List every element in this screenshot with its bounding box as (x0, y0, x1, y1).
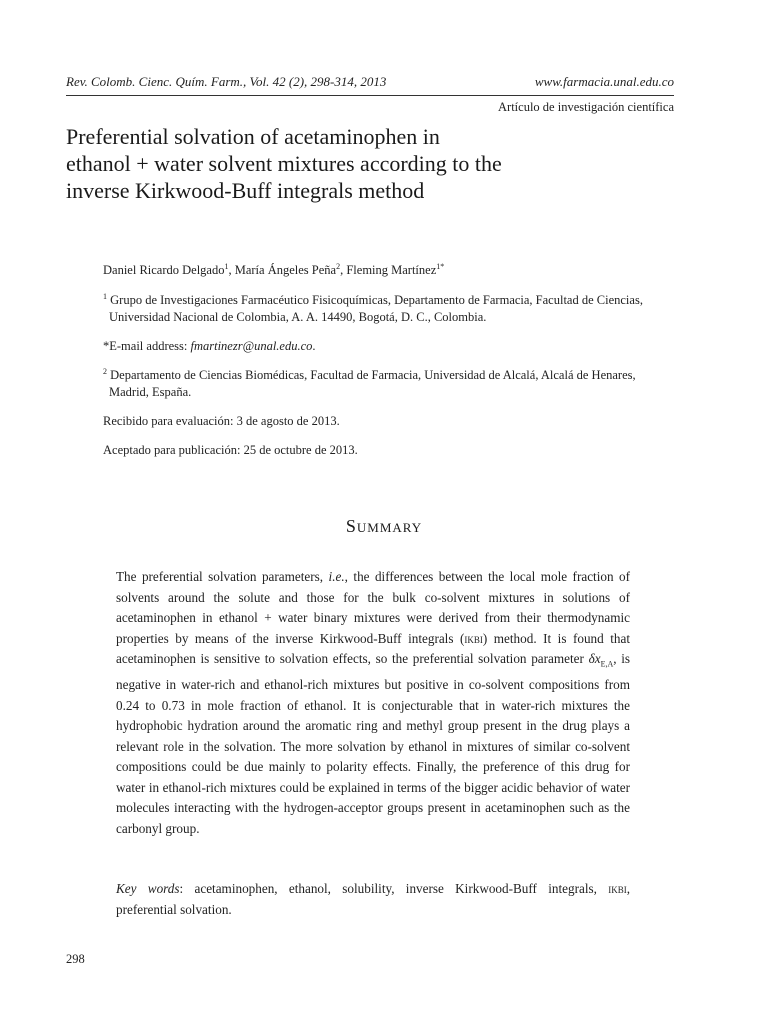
email-label: *E-mail address: (103, 339, 191, 353)
summary-part-1: The preferential solvation parameters, (116, 569, 329, 584)
running-header (66, 74, 674, 90)
email-line (103, 338, 648, 355)
author-3: , Fleming Martínez (340, 263, 437, 277)
journal-citation: Rev. Colomb. Cienc. Quím. Farm., Vol. 42 (2), 298-314, 2013 (66, 74, 387, 89)
summary-ie: i.e. (328, 569, 345, 584)
summary-part-3: ) method. It is found that acetaminophen is sensitive to solvation effects, so the preferential solvation parameter (116, 630, 631, 666)
received-date: Recibido para evaluación: 3 de agosto de 2013. (103, 414, 340, 428)
author-3-affiliation: 1* (436, 261, 445, 271)
article-type: Artículo de investigación científica (498, 100, 674, 114)
summary-part-4: , is negative in water-rich and ethanol-rich mixtures but positive in co-solvent compositions from 0.24 to 0.73 in mole fraction of ethanol. It is conjecturable that in water-rich mixtures the hydrophobic hydration around the aromatic ring and methyl group present in the drug plays a relevant role in the solvation. The more solvation by ethanol in mixtures of similar co-solvent compositions could be due mainly to polarity effects. Finally, the preference of this drug for water in ethanol-rich mixtures could be explained in terms of the bigger acidic behavior of water molecules interacting with the hydrogen-acceptor groups present in acetaminophen such as the carbonyl group. (116, 651, 630, 836)
email-address[interactable]: fmartinezr@unal.edu.co (190, 339, 313, 353)
affiliation-2 (103, 367, 654, 401)
author-2: , María Ángeles Peña (228, 263, 337, 277)
authors (103, 262, 648, 279)
keywords-text-2: , preferential solvation. (116, 881, 630, 917)
header-rule (66, 95, 674, 96)
author-1-affiliation: 1 (224, 261, 229, 271)
email-end: . (312, 339, 316, 353)
paper-title: Preferential solvation of acetaminophen in ethanol + water solvent mixtures according to the inverse Kirkwood-Buff integrals method (66, 124, 502, 203)
journal-website[interactable]: www.farmacia.unal.edu.co (534, 74, 674, 89)
summary-heading: Summary (345, 516, 423, 536)
delta-subscript: E,A (600, 659, 614, 669)
summary-paragraph (116, 567, 630, 839)
author-1: Daniel Ricardo Delgado (103, 263, 225, 277)
affiliation-2-marker: 2 (103, 366, 107, 376)
author-2-affiliation: 2 (336, 261, 341, 271)
summary-part-2: , the differences between the local mole fraction of solvents around the solute and those for the bulk co-solvent mixtures in solutions of acetaminophen in ethanol + water binary mixtures were derived from their thermodynamic properties by means of the inverse Kirkwood-Buff integrals ( (116, 569, 630, 646)
accepted-date: Aceptado para publicación: 25 de octubre de 2013. (103, 443, 358, 457)
affiliation-1-text: Grupo de Investigaciones Farmacéutico Fisicoquímicas, Departamento de Farmacia, Facultad de Ciencias, Universidad Nacional de Colombia, A. A. 14490, Bogotá, D. C., Colombia. (107, 293, 643, 324)
keywords (116, 879, 630, 920)
keywords-ikbi: ikbi (608, 881, 627, 896)
page-number: 298 (66, 952, 85, 966)
summary-ikbi: ikbi (464, 630, 483, 646)
affiliation-1 (103, 292, 654, 326)
delta-symbol: δx (588, 651, 601, 666)
keywords-text-1: : acetaminophen, ethanol, solubility, inverse Kirkwood-Buff integrals, (179, 881, 609, 896)
keywords-label: Key words (116, 881, 180, 896)
affiliation-2-text: Departamento de Ciencias Biomédicas, Facultad de Farmacia, Universidad de Alcalá, Alcalá de Henares, Madrid, España. (107, 368, 636, 399)
affiliation-1-marker: 1 (103, 291, 107, 301)
